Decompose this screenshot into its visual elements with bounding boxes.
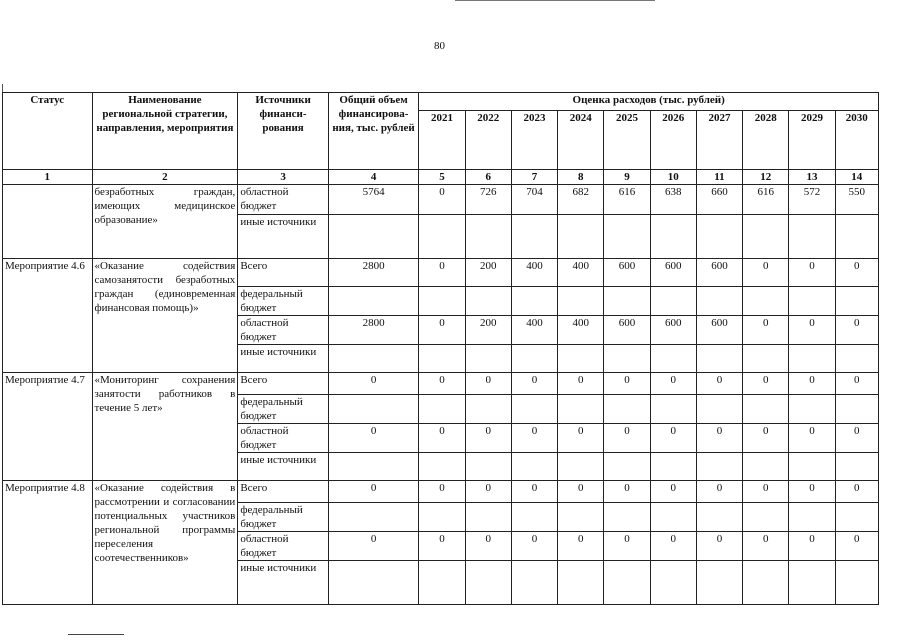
column-number: 2 bbox=[92, 170, 238, 185]
header-year: 2023 bbox=[511, 111, 557, 170]
year-amount: 600 bbox=[604, 316, 650, 345]
year-amount bbox=[511, 453, 557, 481]
year-amount: 0 bbox=[604, 481, 650, 503]
column-number: 10 bbox=[650, 170, 696, 185]
year-amount: 0 bbox=[743, 532, 789, 561]
measure-name: «Оказание содействия самозанятости безработных граждан (единовременная финансовая помощь)» bbox=[92, 259, 238, 373]
year-amount bbox=[604, 395, 650, 424]
year-amount bbox=[511, 345, 557, 373]
header-year: 2024 bbox=[558, 111, 604, 170]
funding-source: Всего bbox=[238, 373, 329, 395]
header-total: Общий объем финансирова-ния, тыс. рублей bbox=[328, 93, 419, 170]
column-number: 12 bbox=[743, 170, 789, 185]
year-amount bbox=[696, 503, 742, 532]
year-amount: 0 bbox=[789, 316, 835, 345]
year-amount: 0 bbox=[743, 481, 789, 503]
year-amount: 400 bbox=[558, 259, 604, 287]
year-amount: 616 bbox=[743, 185, 789, 215]
year-amount: 600 bbox=[696, 316, 742, 345]
year-amount bbox=[419, 503, 465, 532]
year-amount: 0 bbox=[743, 316, 789, 345]
year-amount bbox=[789, 561, 835, 605]
year-amount: 0 bbox=[835, 424, 878, 453]
year-amount bbox=[558, 561, 604, 605]
year-amount bbox=[419, 453, 465, 481]
year-amount bbox=[604, 453, 650, 481]
year-amount bbox=[558, 453, 604, 481]
year-amount: 0 bbox=[419, 481, 465, 503]
year-amount: 0 bbox=[743, 259, 789, 287]
year-amount: 400 bbox=[511, 316, 557, 345]
table-row bbox=[3, 481, 879, 503]
year-amount: 0 bbox=[650, 481, 696, 503]
year-amount bbox=[558, 395, 604, 424]
funding-source: областной бюджет bbox=[238, 424, 329, 453]
year-amount: 0 bbox=[743, 424, 789, 453]
year-amount bbox=[604, 561, 650, 605]
year-amount bbox=[604, 503, 650, 532]
page-number: 80 bbox=[434, 40, 445, 52]
header-estimate: Оценка расходов (тыс. рублей) bbox=[419, 93, 879, 111]
year-amount: 0 bbox=[558, 532, 604, 561]
year-amount: 0 bbox=[511, 373, 557, 395]
funding-source: областной бюджет bbox=[238, 316, 329, 345]
year-amount bbox=[789, 345, 835, 373]
year-amount: 0 bbox=[604, 373, 650, 395]
measure-status: Мероприятие 4.8 bbox=[3, 481, 93, 605]
column-number: 8 bbox=[558, 170, 604, 185]
total-amount: 0 bbox=[328, 373, 419, 395]
funding-source: федеральный бюджет bbox=[238, 395, 329, 424]
year-amount bbox=[835, 453, 878, 481]
total-amount: 0 bbox=[328, 532, 419, 561]
header-year: 2030 bbox=[835, 111, 878, 170]
column-number: 6 bbox=[465, 170, 511, 185]
year-amount bbox=[835, 287, 878, 316]
funding-source: Всего bbox=[238, 481, 329, 503]
column-number: 3 bbox=[238, 170, 329, 185]
year-amount: 0 bbox=[419, 259, 465, 287]
header-year: 2029 bbox=[789, 111, 835, 170]
year-amount bbox=[835, 215, 878, 259]
header-sources: Источники финанси-рования bbox=[238, 93, 329, 170]
total-amount bbox=[328, 453, 419, 481]
year-amount: 550 bbox=[835, 185, 878, 215]
year-amount: 0 bbox=[604, 424, 650, 453]
header-year: 2027 bbox=[696, 111, 742, 170]
header-year: 2022 bbox=[465, 111, 511, 170]
measure-name: «Оказание содействия в рассмотрении и согласовании потенциальных участников региональной программы переселения соотечественников» bbox=[92, 481, 238, 605]
column-number: 1 bbox=[3, 170, 93, 185]
year-amount: 0 bbox=[650, 373, 696, 395]
total-amount bbox=[328, 287, 419, 316]
table-row bbox=[3, 259, 879, 287]
year-amount bbox=[511, 561, 557, 605]
year-amount: 0 bbox=[511, 424, 557, 453]
year-amount bbox=[743, 215, 789, 259]
total-amount bbox=[328, 561, 419, 605]
year-amount bbox=[650, 395, 696, 424]
year-amount bbox=[558, 287, 604, 316]
total-amount: 0 bbox=[328, 424, 419, 453]
year-amount: 0 bbox=[650, 424, 696, 453]
total-amount: 2800 bbox=[328, 316, 419, 345]
column-numbers-row bbox=[3, 170, 879, 185]
year-amount bbox=[835, 561, 878, 605]
header-status: Статус bbox=[3, 93, 93, 170]
year-amount: 0 bbox=[696, 481, 742, 503]
financing-table bbox=[2, 92, 879, 605]
year-amount: 0 bbox=[835, 481, 878, 503]
measure-status bbox=[3, 185, 93, 259]
year-amount bbox=[650, 561, 696, 605]
year-amount: 0 bbox=[835, 532, 878, 561]
total-amount: 0 bbox=[328, 481, 419, 503]
year-amount bbox=[511, 503, 557, 532]
table-row bbox=[3, 185, 879, 215]
year-amount: 0 bbox=[835, 259, 878, 287]
year-amount bbox=[650, 503, 696, 532]
total-amount bbox=[328, 503, 419, 532]
year-amount: 0 bbox=[789, 259, 835, 287]
column-number: 14 bbox=[835, 170, 878, 185]
year-amount bbox=[604, 345, 650, 373]
year-amount bbox=[835, 503, 878, 532]
column-number: 11 bbox=[696, 170, 742, 185]
funding-source: иные источники bbox=[238, 345, 329, 373]
year-amount bbox=[465, 395, 511, 424]
measure-status: Мероприятие 4.7 bbox=[3, 373, 93, 481]
year-amount: 0 bbox=[835, 373, 878, 395]
year-amount: 0 bbox=[419, 373, 465, 395]
year-amount: 400 bbox=[511, 259, 557, 287]
year-amount: 600 bbox=[696, 259, 742, 287]
total-amount: 5764 bbox=[328, 185, 419, 215]
funding-source: иные источники bbox=[238, 453, 329, 481]
table-row bbox=[3, 373, 879, 395]
header-year: 2021 bbox=[419, 111, 465, 170]
measure-name: «Мониторинг сохранения занятости работников в течение 5 лет» bbox=[92, 373, 238, 481]
year-amount bbox=[419, 345, 465, 373]
year-amount bbox=[511, 395, 557, 424]
year-amount bbox=[419, 287, 465, 316]
funding-source: иные источники bbox=[238, 215, 329, 259]
header-year: 2026 bbox=[650, 111, 696, 170]
year-amount bbox=[835, 345, 878, 373]
year-amount: 0 bbox=[511, 481, 557, 503]
year-amount bbox=[696, 215, 742, 259]
year-amount: 0 bbox=[419, 532, 465, 561]
year-amount bbox=[558, 345, 604, 373]
year-amount bbox=[465, 215, 511, 259]
year-amount bbox=[743, 561, 789, 605]
year-amount: 600 bbox=[604, 259, 650, 287]
year-amount: 0 bbox=[696, 373, 742, 395]
column-number: 9 bbox=[604, 170, 650, 185]
column-number: 4 bbox=[328, 170, 419, 185]
year-amount bbox=[419, 395, 465, 424]
header-name: Наименование региональной стратегии, направления, мероприятия bbox=[92, 93, 238, 170]
total-amount bbox=[328, 395, 419, 424]
year-amount bbox=[743, 503, 789, 532]
year-amount bbox=[789, 215, 835, 259]
year-amount: 0 bbox=[511, 532, 557, 561]
funding-source: иные источники bbox=[238, 561, 329, 605]
year-amount: 638 bbox=[650, 185, 696, 215]
year-amount bbox=[465, 503, 511, 532]
year-amount bbox=[743, 287, 789, 316]
year-amount bbox=[650, 345, 696, 373]
measure-status: Мероприятие 4.6 bbox=[3, 259, 93, 373]
year-amount: 0 bbox=[696, 424, 742, 453]
year-amount: 0 bbox=[789, 532, 835, 561]
column-number: 5 bbox=[419, 170, 465, 185]
year-amount: 600 bbox=[650, 259, 696, 287]
year-amount: 704 bbox=[511, 185, 557, 215]
year-amount bbox=[650, 453, 696, 481]
year-amount: 200 bbox=[465, 259, 511, 287]
scan-artifact-line bbox=[68, 634, 124, 635]
year-amount bbox=[696, 453, 742, 481]
funding-source: федеральный бюджет bbox=[238, 287, 329, 316]
funding-source: областной бюджет bbox=[238, 185, 329, 215]
year-amount bbox=[789, 453, 835, 481]
measure-name: безработных граждан, имеющих медицинское образование» bbox=[92, 185, 238, 259]
year-amount: 0 bbox=[419, 316, 465, 345]
year-amount: 0 bbox=[465, 424, 511, 453]
year-amount: 600 bbox=[650, 316, 696, 345]
year-amount bbox=[696, 561, 742, 605]
year-amount bbox=[604, 215, 650, 259]
year-amount: 682 bbox=[558, 185, 604, 215]
year-amount: 0 bbox=[789, 481, 835, 503]
year-amount: 0 bbox=[465, 532, 511, 561]
year-amount: 0 bbox=[789, 373, 835, 395]
year-amount: 0 bbox=[465, 481, 511, 503]
year-amount bbox=[650, 215, 696, 259]
column-number: 7 bbox=[511, 170, 557, 185]
year-amount bbox=[743, 453, 789, 481]
year-amount: 0 bbox=[789, 424, 835, 453]
year-amount: 0 bbox=[743, 373, 789, 395]
year-amount bbox=[696, 287, 742, 316]
year-amount: 0 bbox=[419, 424, 465, 453]
year-amount bbox=[743, 345, 789, 373]
year-amount bbox=[465, 561, 511, 605]
year-amount: 0 bbox=[835, 316, 878, 345]
year-amount bbox=[789, 287, 835, 316]
year-amount: 400 bbox=[558, 316, 604, 345]
table-body bbox=[3, 185, 879, 605]
year-amount: 572 bbox=[789, 185, 835, 215]
year-amount bbox=[511, 215, 557, 259]
year-amount bbox=[696, 345, 742, 373]
year-amount: 0 bbox=[558, 373, 604, 395]
year-amount bbox=[696, 395, 742, 424]
year-amount bbox=[558, 215, 604, 259]
year-amount bbox=[511, 287, 557, 316]
year-amount bbox=[558, 503, 604, 532]
scan-artifact-line bbox=[455, 0, 655, 1]
year-amount: 200 bbox=[465, 316, 511, 345]
total-amount bbox=[328, 345, 419, 373]
header-year: 2025 bbox=[604, 111, 650, 170]
year-amount bbox=[789, 503, 835, 532]
year-amount: 0 bbox=[558, 424, 604, 453]
year-amount bbox=[743, 395, 789, 424]
total-amount: 2800 bbox=[328, 259, 419, 287]
total-amount bbox=[328, 215, 419, 259]
year-amount: 726 bbox=[465, 185, 511, 215]
funding-source: областной бюджет bbox=[238, 532, 329, 561]
year-amount: 0 bbox=[650, 532, 696, 561]
year-amount: 0 bbox=[696, 532, 742, 561]
year-amount bbox=[789, 395, 835, 424]
year-amount: 0 bbox=[465, 373, 511, 395]
year-amount bbox=[465, 287, 511, 316]
year-amount bbox=[465, 345, 511, 373]
year-amount: 616 bbox=[604, 185, 650, 215]
year-amount: 0 bbox=[604, 532, 650, 561]
year-amount bbox=[604, 287, 650, 316]
funding-source: федеральный бюджет bbox=[238, 503, 329, 532]
column-number: 13 bbox=[789, 170, 835, 185]
year-amount bbox=[650, 287, 696, 316]
funding-source: Всего bbox=[238, 259, 329, 287]
year-amount bbox=[419, 215, 465, 259]
year-amount bbox=[835, 395, 878, 424]
year-amount bbox=[465, 453, 511, 481]
year-amount: 0 bbox=[419, 185, 465, 215]
year-amount bbox=[419, 561, 465, 605]
year-amount: 660 bbox=[696, 185, 742, 215]
year-amount: 0 bbox=[558, 481, 604, 503]
header-year: 2028 bbox=[743, 111, 789, 170]
